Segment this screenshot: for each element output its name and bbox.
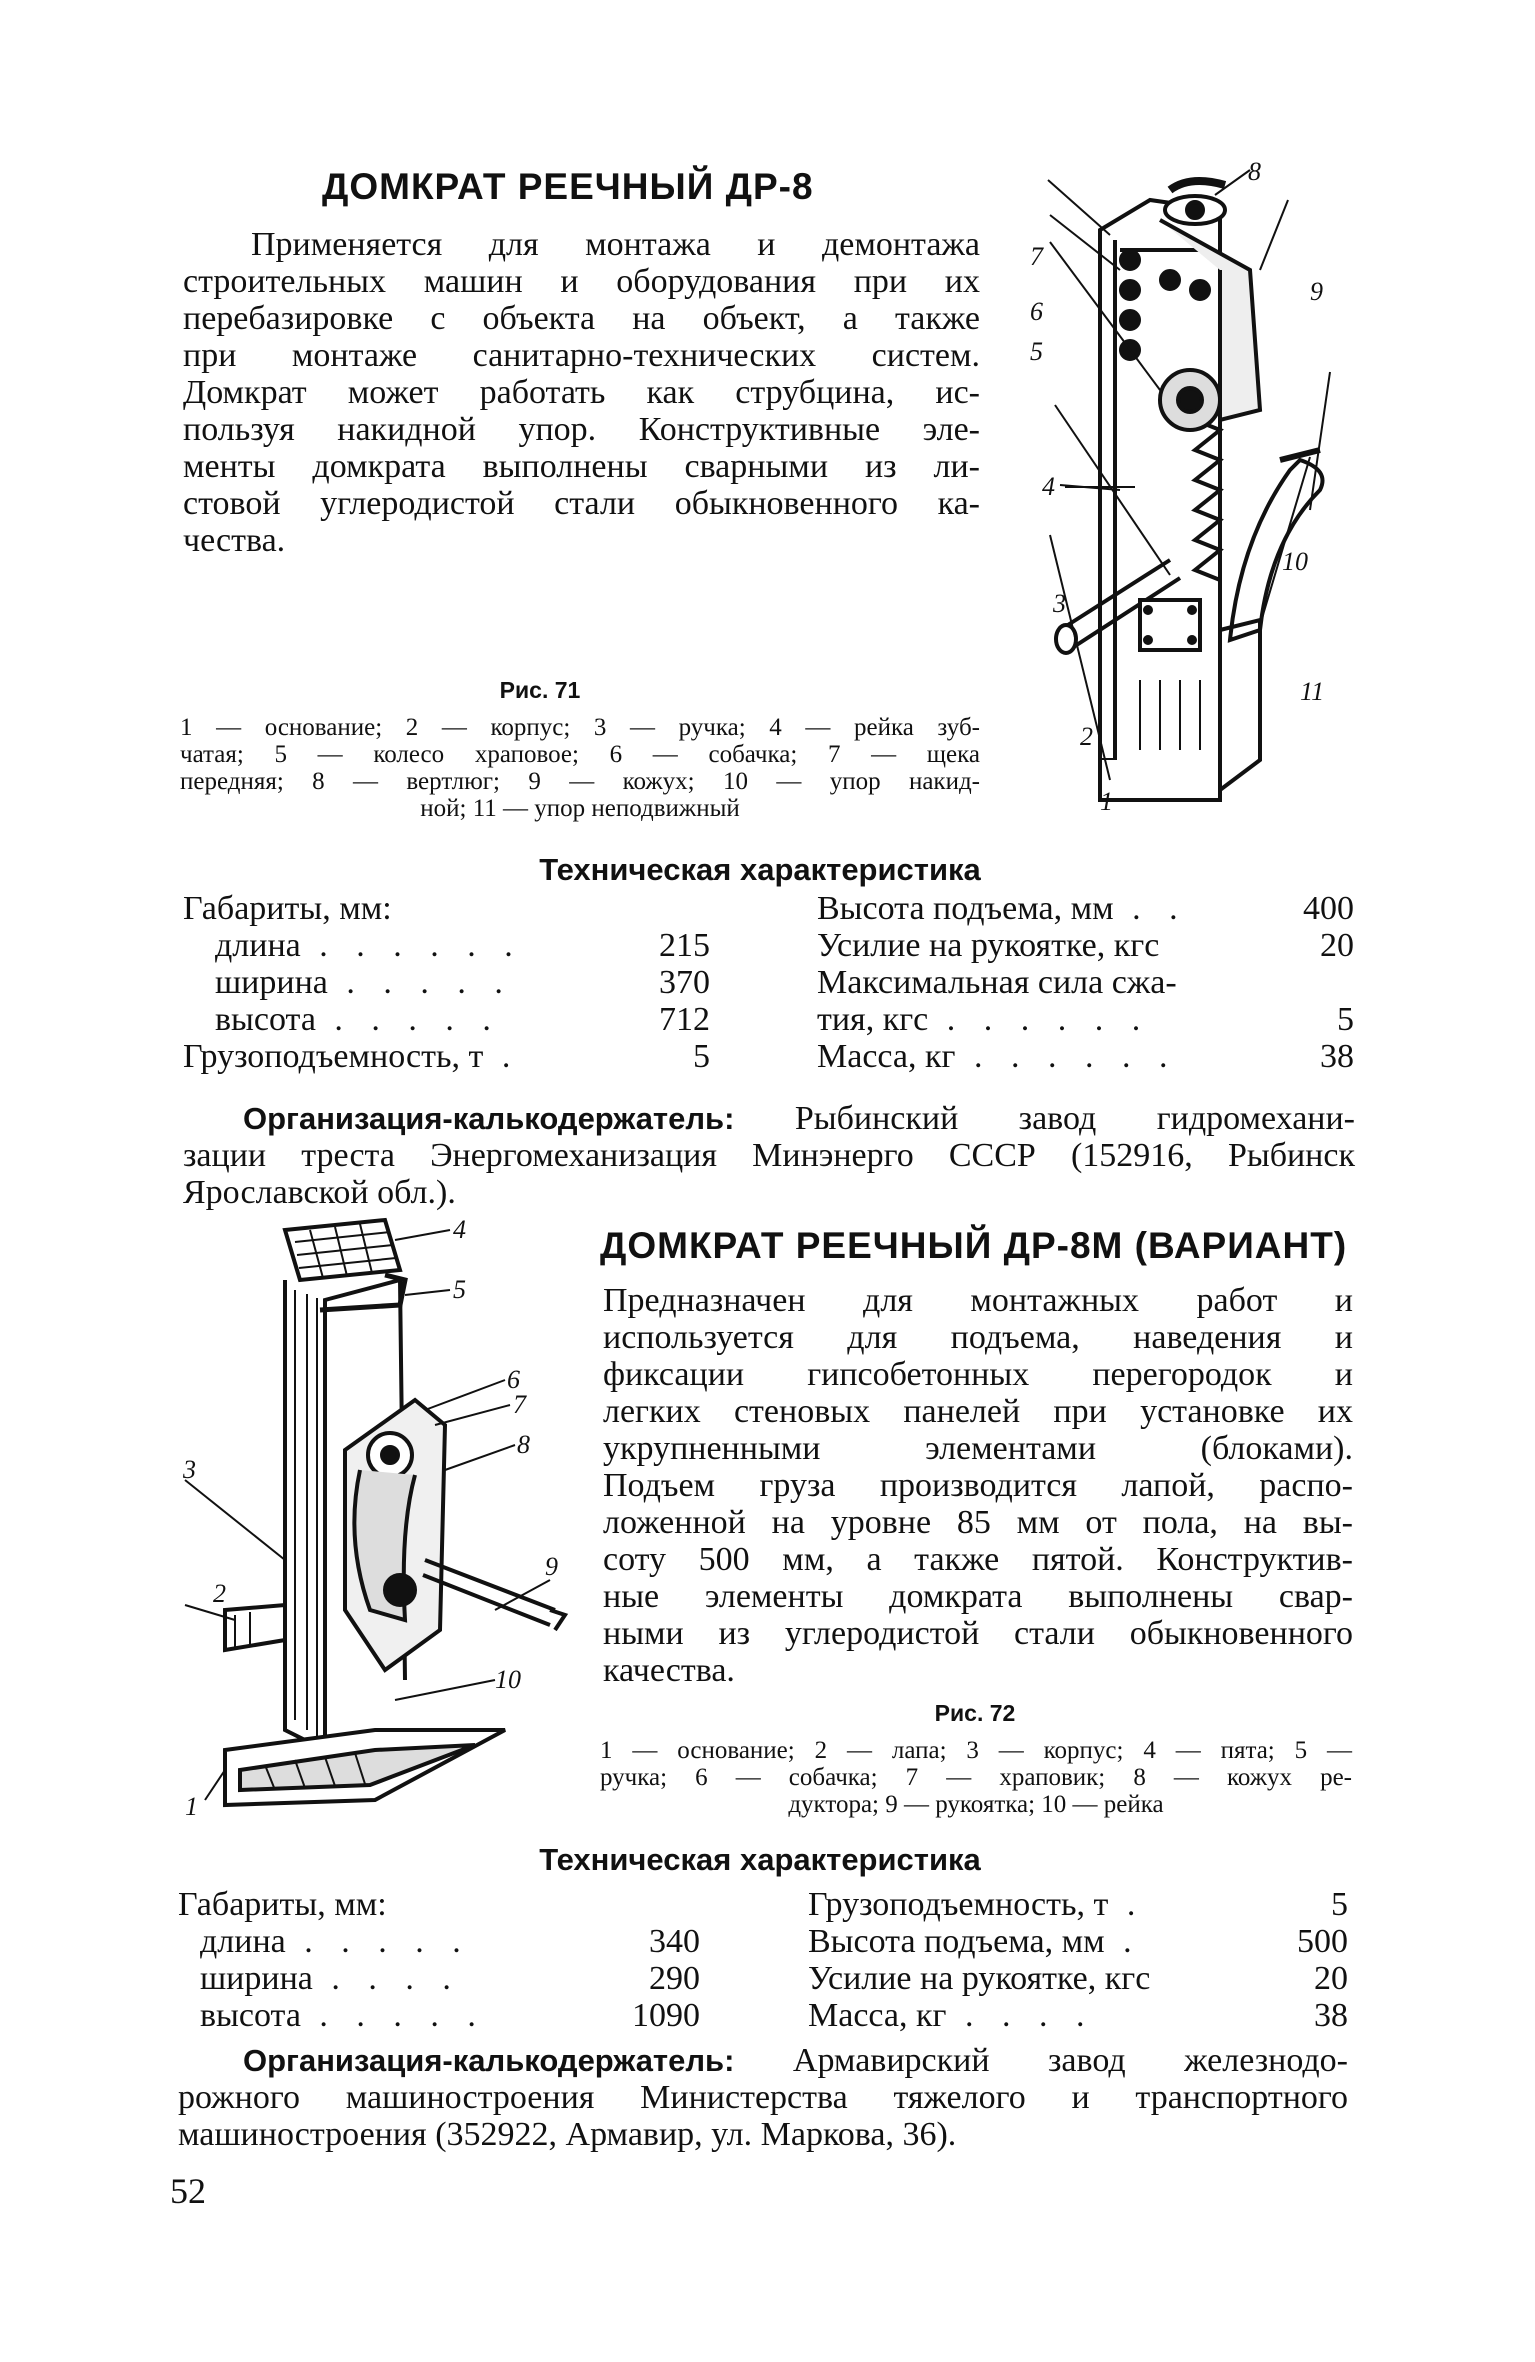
- section2-description: [603, 1282, 1353, 1689]
- desc-line: фиксации гипсобетонных перегородок и: [603, 1356, 1353, 1393]
- spec-row: высота . . . . . 712: [215, 1001, 710, 1038]
- desc-line: укрупненными элементами (блоками).: [603, 1430, 1353, 1467]
- caption-line: ручка; 6 — собачка; 7 — храповик; 8 — кожух ре-: [600, 1764, 1352, 1791]
- desc-line: ными из углеродистой стали обыкновенного: [603, 1615, 1353, 1652]
- callout-2: 2: [213, 1579, 226, 1608]
- figure-71-jack-drawing: [1020, 157, 1350, 850]
- figure-72-label: Рис. 72: [934, 1700, 1016, 1726]
- desc-line: Домкрат может работать как струбцина, ис-: [183, 374, 980, 411]
- spec-group-label: Габариты, мм:: [178, 1886, 387, 1923]
- section1-specs-title: Техническая характеристика: [539, 852, 981, 887]
- spec-row: Грузоподъемность, т . 5: [808, 1886, 1348, 1923]
- spec-row: длина . . . . . 340: [200, 1923, 700, 1960]
- desc-line: Подъем груза производится лапой, распо-: [603, 1467, 1353, 1504]
- desc-line: ложенной на уровне 85 мм от пола, на вы-: [603, 1504, 1353, 1541]
- desc-line: при монтаже санитарно-технических систем.: [183, 337, 980, 374]
- desc-line: пользуя накидной упор. Конструктивные эле-: [183, 411, 980, 448]
- caption-line: чатая; 5 — колесо храповое; 6 — собачка; 7 — щека: [180, 741, 980, 768]
- callout-6: 6: [507, 1365, 520, 1394]
- callout-3: 3: [1053, 589, 1066, 618]
- callout-4: 4: [453, 1215, 466, 1244]
- spec-row: ширина . . . . 290: [200, 1960, 700, 1997]
- spec-row: Усилие на рукоятке, кгс 20: [808, 1960, 1348, 1997]
- desc-line: менты домкрата выполнены сварными из ли-: [183, 448, 980, 485]
- spec-row: Высота подъема, мм . 500: [808, 1923, 1348, 1960]
- spec-row: Высота подъема, мм . . 400: [817, 890, 1354, 927]
- callout-11: 11: [1300, 677, 1325, 706]
- figure-71-label: Рис. 71: [499, 677, 581, 703]
- spec-row: ширина . . . . . 370: [215, 964, 710, 1001]
- desc-line: чества.: [183, 522, 286, 559]
- callout-9: 9: [545, 1552, 558, 1581]
- desc-line: Предназначен для монтажных работ и: [603, 1282, 1353, 1319]
- spec-row: Усилие на рукоятке, кгс 20: [817, 927, 1354, 964]
- section1-title: ДОМКРАТ РЕЕЧНЫЙ ДР-8: [322, 166, 814, 207]
- org-label: Организация-калькодержатель:: [243, 2043, 735, 2078]
- org-line: машиностроения (352922, Армавир, ул. Маркова, 36).: [178, 2116, 957, 2153]
- section2-organization: Организация-калькодержатель: Армавирский завод железнодо- рожного машиностроения Министерства тяжелого и транспортного машиностроения (352922, Армавир, ул. Маркова, 36).: [178, 2042, 1348, 2153]
- callout-2: 2: [1080, 722, 1093, 751]
- callout-10: 10: [495, 1665, 521, 1694]
- spec-row: Масса, кг . . . . . . 38: [817, 1038, 1354, 1075]
- desc-line: соту 500 мм, а также пятой. Конструктив-: [603, 1541, 1353, 1578]
- desc-line: используется для подъема, наведения и: [603, 1319, 1353, 1356]
- callout-7: 7: [1030, 242, 1043, 271]
- page-number: 52: [170, 2171, 206, 2211]
- spec-row: Максимальная сила сжа-: [817, 964, 1177, 1001]
- section1-description: [183, 226, 980, 559]
- section2-specs-title: Техническая характеристика: [539, 1842, 981, 1877]
- callout-9: 9: [1310, 277, 1323, 306]
- callout-10: 10: [1282, 547, 1308, 576]
- callout-8: 8: [1248, 157, 1261, 186]
- spec-row: высота . . . . . 1090: [200, 1997, 700, 2034]
- org-line: Ярославской обл.).: [183, 1174, 456, 1211]
- caption-line: 1 — основание; 2 — лапа; 3 — корпус; 4 — пята; 5 —: [600, 1737, 1352, 1764]
- spec-row: тия, кгс . . . . . . 5: [817, 1001, 1354, 1038]
- spec-row: Масса, кг . . . . 38: [808, 1997, 1348, 2034]
- callout-6: 6: [1030, 297, 1043, 326]
- org-label: Организация-калькодержатель:: [243, 1101, 735, 1136]
- desc-line: перебазировке с объекта на объект, а также: [183, 300, 980, 337]
- desc-line: легких стеновых панелей при установке их: [603, 1393, 1353, 1430]
- desc-line: строительных машин и оборудования при их: [183, 263, 980, 300]
- spec-group-label: Габариты, мм:: [183, 890, 392, 927]
- caption-line: ной; 11 — упор неподвижный: [420, 795, 740, 822]
- figure-72-caption: [600, 1737, 1352, 1818]
- figure-71-caption: [180, 714, 980, 822]
- desc-line: качества.: [603, 1652, 735, 1689]
- callout-7: 7: [513, 1390, 526, 1419]
- callout-4: 4: [1042, 472, 1055, 501]
- callout-5: 5: [453, 1275, 466, 1304]
- org-line: рожного машиностроения Министерства тяжелого и транспортного: [178, 2079, 1348, 2116]
- caption-line: передняя; 8 — вертлюг; 9 — кожух; 10 — упор накид-: [180, 768, 980, 795]
- spec-row: длина . . . . . . 215: [215, 927, 710, 964]
- callout-5: 5: [1030, 337, 1043, 366]
- callout-1: 1: [1100, 787, 1113, 816]
- section2-title: ДОМКРАТ РЕЕЧНЫЙ ДР-8М (ВАРИАНТ): [600, 1225, 1348, 1266]
- callout-3: 3: [183, 1455, 196, 1484]
- desc-line: стовой углеродистой стали обыкновенного ка-: [183, 485, 980, 522]
- section1-organization: Организация-калькодержатель: Рыбинский завод гидромехани- зации треста Энергомеханизация Минэнерго СССР (152916, Рыбинск Ярославской обл.).: [183, 1100, 1355, 1211]
- spec-row: Грузоподъемность, т . 5: [183, 1038, 710, 1075]
- callout-1: 1: [185, 1792, 198, 1821]
- org-line: зации треста Энергомеханизация Минэнерго СССР (152916, Рыбинск: [183, 1137, 1355, 1174]
- figure-72-jack-drawing: [183, 1210, 595, 1830]
- desc-line: Применяется для монтажа и демонтажа: [251, 226, 980, 263]
- caption-line: дуктора; 9 — рукоятка; 10 — рейка: [788, 1791, 1164, 1818]
- desc-line: ные элементы домкрата выполнены свар-: [603, 1578, 1353, 1615]
- callout-8: 8: [517, 1430, 530, 1459]
- caption-line: 1 — основание; 2 — корпус; 3 — ручка; 4 — рейка зуб-: [180, 714, 980, 741]
